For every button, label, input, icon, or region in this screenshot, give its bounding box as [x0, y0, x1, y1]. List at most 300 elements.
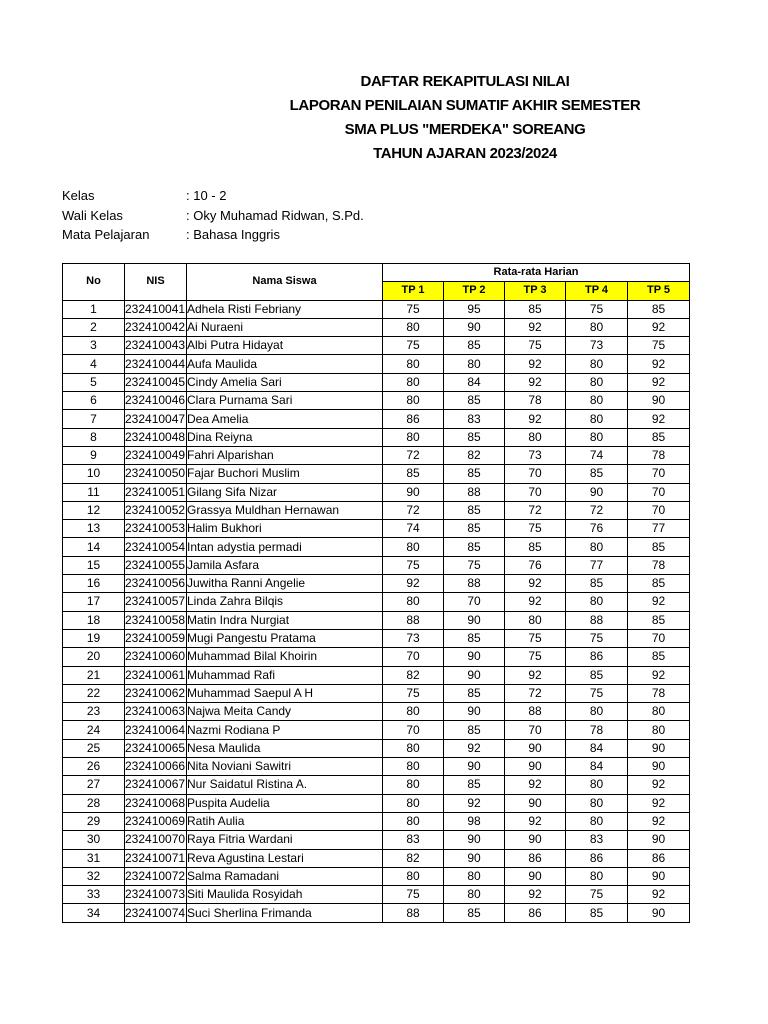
- row-tp1-score: 80: [383, 758, 444, 776]
- table-row: [63, 849, 690, 867]
- row-tp5-score: 85: [628, 538, 690, 556]
- row-tp4-score: 80: [566, 703, 628, 721]
- row-tp1-score: 85: [383, 465, 444, 483]
- row-number: 20: [63, 648, 125, 666]
- row-tp5-score: 85: [628, 428, 690, 446]
- row-nis: 232410041: [125, 300, 187, 318]
- table-row: [63, 318, 690, 336]
- table-row: [63, 886, 690, 904]
- row-tp2-score: 85: [444, 721, 505, 739]
- row-tp4-score: 80: [566, 776, 628, 794]
- row-tp5-score: 92: [628, 812, 690, 830]
- row-number: 18: [63, 611, 125, 629]
- row-student-name: Muhammad Bilal Khoirin: [187, 648, 383, 666]
- row-tp5-score: 85: [628, 575, 690, 593]
- row-tp3-score: 92: [505, 666, 566, 684]
- row-number: 34: [63, 904, 125, 922]
- row-tp2-score: 85: [444, 428, 505, 446]
- row-student-name: Ratih Aulia: [187, 812, 383, 830]
- row-student-name: Muhammad Saepul A H: [187, 684, 383, 702]
- row-tp3-score: 70: [505, 483, 566, 501]
- row-tp5-score: 85: [628, 648, 690, 666]
- row-tp5-score: 92: [628, 776, 690, 794]
- row-number: 19: [63, 629, 125, 647]
- table-row: [63, 538, 690, 556]
- kelas-label: Kelas: [62, 188, 95, 203]
- row-number: 4: [63, 355, 125, 373]
- row-student-name: Dea Amelia: [187, 410, 383, 428]
- row-student-name: Ai Nuraeni: [187, 318, 383, 336]
- row-tp4-score: 80: [566, 355, 628, 373]
- row-tp2-score: 85: [444, 629, 505, 647]
- row-number: 32: [63, 867, 125, 885]
- row-nis: 232410069: [125, 812, 187, 830]
- row-tp1-score: 70: [383, 721, 444, 739]
- row-nis: 232410055: [125, 556, 187, 574]
- row-tp2-score: 83: [444, 410, 505, 428]
- row-tp2-score: 80: [444, 867, 505, 885]
- table-row: [63, 831, 690, 849]
- row-tp1-score: 75: [383, 300, 444, 318]
- table-row: [63, 337, 690, 355]
- row-tp4-score: 80: [566, 812, 628, 830]
- row-student-name: Intan adystia permadi: [187, 538, 383, 556]
- table-row: [63, 867, 690, 885]
- row-tp3-score: 90: [505, 739, 566, 757]
- row-tp4-score: 80: [566, 593, 628, 611]
- wali-kelas-label: Wali Kelas: [62, 207, 123, 223]
- row-tp2-score: 90: [444, 318, 505, 336]
- row-number: 6: [63, 392, 125, 410]
- row-nis: 232410045: [125, 373, 187, 391]
- row-student-name: Dina Reiyna: [187, 428, 383, 446]
- row-tp2-score: 85: [444, 684, 505, 702]
- row-tp4-score: 83: [566, 831, 628, 849]
- row-tp2-score: 85: [444, 392, 505, 410]
- row-tp5-score: 70: [628, 501, 690, 519]
- row-tp4-score: 85: [566, 666, 628, 684]
- row-tp2-score: 85: [444, 501, 505, 519]
- row-tp1-score: 80: [383, 373, 444, 391]
- row-tp1-score: 80: [383, 703, 444, 721]
- row-tp1-score: 75: [383, 556, 444, 574]
- row-number: 14: [63, 538, 125, 556]
- row-tp1-score: 75: [383, 337, 444, 355]
- row-tp2-score: 90: [444, 611, 505, 629]
- row-nis: 232410049: [125, 446, 187, 464]
- row-number: 28: [63, 794, 125, 812]
- table-row: [63, 355, 690, 373]
- row-nis: 232410042: [125, 318, 187, 336]
- row-nis: 232410046: [125, 392, 187, 410]
- row-tp3-score: 80: [505, 428, 566, 446]
- wali-kelas-row: [62, 206, 364, 226]
- row-number: 31: [63, 849, 125, 867]
- row-tp5-score: 90: [628, 739, 690, 757]
- row-tp4-score: 75: [566, 886, 628, 904]
- row-nis: 232410052: [125, 501, 187, 519]
- row-tp1-score: 75: [383, 886, 444, 904]
- row-tp2-score: 85: [444, 337, 505, 355]
- row-nis: 232410064: [125, 721, 187, 739]
- row-tp4-score: 77: [566, 556, 628, 574]
- row-nis: 232410048: [125, 428, 187, 446]
- row-tp4-score: 86: [566, 648, 628, 666]
- row-tp4-score: 80: [566, 373, 628, 391]
- row-tp5-score: 90: [628, 831, 690, 849]
- row-tp4-score: 80: [566, 794, 628, 812]
- row-tp5-score: 90: [628, 392, 690, 410]
- header-tp-2: TP 2: [444, 282, 505, 300]
- row-nis: 232410067: [125, 776, 187, 794]
- row-tp2-score: 75: [444, 556, 505, 574]
- title-line-2: LAPORAN PENILAIAN SUMATIF AKHIR SEMESTER: [289, 97, 641, 114]
- row-number: 11: [63, 483, 125, 501]
- row-tp5-score: 70: [628, 465, 690, 483]
- row-tp2-score: 85: [444, 538, 505, 556]
- row-tp5-score: 92: [628, 373, 690, 391]
- row-number: 25: [63, 739, 125, 757]
- row-tp4-score: 85: [566, 904, 628, 922]
- row-tp5-score: 70: [628, 483, 690, 501]
- row-tp3-score: 92: [505, 355, 566, 373]
- row-student-name: Halim Bukhori: [187, 520, 383, 538]
- row-number: 13: [63, 520, 125, 538]
- row-tp1-score: 74: [383, 520, 444, 538]
- row-tp4-score: 90: [566, 483, 628, 501]
- row-student-name: Mugi Pangestu Pratama: [187, 629, 383, 647]
- row-tp1-score: 72: [383, 501, 444, 519]
- row-tp1-score: 80: [383, 318, 444, 336]
- row-tp2-score: 85: [444, 520, 505, 538]
- row-tp3-score: 92: [505, 373, 566, 391]
- row-tp2-score: 90: [444, 849, 505, 867]
- table-row: [63, 575, 690, 593]
- row-number: 33: [63, 886, 125, 904]
- row-tp1-score: 73: [383, 629, 444, 647]
- row-tp3-score: 86: [505, 849, 566, 867]
- mata-pelajaran-label: Mata Pelajaran: [62, 227, 150, 242]
- row-tp5-score: 85: [628, 611, 690, 629]
- table-row: [63, 648, 690, 666]
- table-row: [63, 739, 690, 757]
- row-tp1-score: 80: [383, 776, 444, 794]
- row-number: 15: [63, 556, 125, 574]
- row-student-name: Suci Sherlina Frimanda: [187, 904, 383, 922]
- row-tp5-score: 92: [628, 355, 690, 373]
- row-student-name: Puspita Audelia: [187, 794, 383, 812]
- row-tp5-score: 92: [628, 886, 690, 904]
- mata-pelajaran-value: : Bahasa Inggris: [186, 227, 280, 242]
- row-tp3-score: 92: [505, 575, 566, 593]
- row-tp3-score: 92: [505, 886, 566, 904]
- table-row: [63, 446, 690, 464]
- row-tp3-score: 70: [505, 465, 566, 483]
- row-number: 23: [63, 703, 125, 721]
- row-tp1-score: 80: [383, 355, 444, 373]
- row-number: 1: [63, 300, 125, 318]
- row-tp5-score: 70: [628, 629, 690, 647]
- document-title: [0, 70, 768, 166]
- row-student-name: Reva Agustina Lestari: [187, 849, 383, 867]
- row-nis: 232410051: [125, 483, 187, 501]
- table-row: [63, 629, 690, 647]
- row-tp3-score: 88: [505, 703, 566, 721]
- table-row: [63, 776, 690, 794]
- table-row: [63, 812, 690, 830]
- row-nis: 232410062: [125, 684, 187, 702]
- row-nis: 232410073: [125, 886, 187, 904]
- table-row: [63, 611, 690, 629]
- header-tp-5: TP 5: [628, 282, 690, 300]
- row-student-name: Salma Ramadani: [187, 867, 383, 885]
- row-nis: 232410056: [125, 575, 187, 593]
- header-tp-3: TP 3: [505, 282, 566, 300]
- row-tp3-score: 92: [505, 812, 566, 830]
- table-row: [63, 392, 690, 410]
- row-tp1-score: 88: [383, 904, 444, 922]
- row-tp4-score: 80: [566, 392, 628, 410]
- row-nis: 232410043: [125, 337, 187, 355]
- row-tp1-score: 80: [383, 392, 444, 410]
- row-nis: 232410053: [125, 520, 187, 538]
- row-tp1-score: 70: [383, 648, 444, 666]
- row-tp2-score: 90: [444, 758, 505, 776]
- row-number: 8: [63, 428, 125, 446]
- header-tp-1: TP 1: [383, 282, 444, 300]
- row-nis: 232410061: [125, 666, 187, 684]
- row-student-name: Aufa Maulida: [187, 355, 383, 373]
- row-tp4-score: 85: [566, 575, 628, 593]
- row-nis: 232410070: [125, 831, 187, 849]
- row-tp2-score: 82: [444, 446, 505, 464]
- row-nis: 232410054: [125, 538, 187, 556]
- kelas-row: [62, 186, 364, 206]
- row-tp4-score: 75: [566, 684, 628, 702]
- row-nis: 232410068: [125, 794, 187, 812]
- row-tp5-score: 90: [628, 758, 690, 776]
- grades-table: [62, 263, 690, 923]
- row-tp3-score: 75: [505, 337, 566, 355]
- row-tp5-score: 78: [628, 446, 690, 464]
- row-tp4-score: 75: [566, 300, 628, 318]
- row-nis: 232410044: [125, 355, 187, 373]
- row-number: 2: [63, 318, 125, 336]
- row-tp2-score: 90: [444, 703, 505, 721]
- row-tp1-score: 80: [383, 867, 444, 885]
- row-tp2-score: 80: [444, 355, 505, 373]
- row-tp1-score: 83: [383, 831, 444, 849]
- row-tp3-score: 92: [505, 593, 566, 611]
- row-tp3-score: 90: [505, 758, 566, 776]
- row-tp5-score: 92: [628, 593, 690, 611]
- row-tp2-score: 85: [444, 776, 505, 794]
- row-tp3-score: 86: [505, 904, 566, 922]
- row-tp1-score: 80: [383, 538, 444, 556]
- row-tp3-score: 92: [505, 318, 566, 336]
- table-row: [63, 904, 690, 922]
- row-nis: 232410072: [125, 867, 187, 885]
- row-tp1-score: 80: [383, 739, 444, 757]
- row-tp5-score: 78: [628, 556, 690, 574]
- table-row: [63, 593, 690, 611]
- row-number: 17: [63, 593, 125, 611]
- row-tp2-score: 95: [444, 300, 505, 318]
- row-tp3-score: 92: [505, 410, 566, 428]
- table-row: [63, 520, 690, 538]
- row-tp2-score: 88: [444, 483, 505, 501]
- row-nis: 232410057: [125, 593, 187, 611]
- row-tp3-score: 76: [505, 556, 566, 574]
- row-number: 5: [63, 373, 125, 391]
- row-number: 24: [63, 721, 125, 739]
- class-info: [62, 186, 364, 245]
- row-tp2-score: 92: [444, 794, 505, 812]
- row-tp1-score: 75: [383, 684, 444, 702]
- row-number: 27: [63, 776, 125, 794]
- row-student-name: Juwitha Ranni Angelie: [187, 575, 383, 593]
- row-nis: 232410071: [125, 849, 187, 867]
- table-row: [63, 428, 690, 446]
- row-student-name: Fajar Buchori Muslim: [187, 465, 383, 483]
- row-tp4-score: 76: [566, 520, 628, 538]
- row-tp3-score: 85: [505, 300, 566, 318]
- row-student-name: Nur Saidatul Ristina A.: [187, 776, 383, 794]
- row-tp3-score: 80: [505, 611, 566, 629]
- row-tp4-score: 80: [566, 538, 628, 556]
- table-row: [63, 410, 690, 428]
- row-student-name: Linda Zahra Bilqis: [187, 593, 383, 611]
- row-tp3-score: 90: [505, 794, 566, 812]
- row-tp5-score: 92: [628, 666, 690, 684]
- title-line-1: DAFTAR REKAPITULASI NILAI: [360, 73, 570, 90]
- table-row: [63, 373, 690, 391]
- row-tp1-score: 82: [383, 666, 444, 684]
- row-student-name: Adhela Risti Febriany: [187, 300, 383, 318]
- row-student-name: Gilang Sifa Nizar: [187, 483, 383, 501]
- row-tp3-score: 70: [505, 721, 566, 739]
- row-number: 30: [63, 831, 125, 849]
- row-tp3-score: 73: [505, 446, 566, 464]
- row-student-name: Nita Noviani Sawitri: [187, 758, 383, 776]
- row-tp1-score: 80: [383, 812, 444, 830]
- header-rata-rata-harian: Rata-rata Harian: [383, 264, 690, 282]
- row-tp3-score: 75: [505, 520, 566, 538]
- header-nis: NIS: [125, 264, 187, 301]
- table-row: [63, 465, 690, 483]
- row-tp1-score: 72: [383, 446, 444, 464]
- title-line-4: TAHUN AJARAN 2023/2024: [373, 145, 557, 162]
- row-tp3-score: 90: [505, 831, 566, 849]
- row-nis: 232410050: [125, 465, 187, 483]
- row-tp3-score: 75: [505, 629, 566, 647]
- row-nis: 232410058: [125, 611, 187, 629]
- row-tp5-score: 77: [628, 520, 690, 538]
- table-row: [63, 300, 690, 318]
- row-tp2-score: 90: [444, 831, 505, 849]
- row-number: 26: [63, 758, 125, 776]
- row-tp2-score: 88: [444, 575, 505, 593]
- row-nis: 232410059: [125, 629, 187, 647]
- row-tp2-score: 92: [444, 739, 505, 757]
- row-student-name: Nazmi Rodiana P: [187, 721, 383, 739]
- row-tp2-score: 85: [444, 904, 505, 922]
- row-tp1-score: 80: [383, 428, 444, 446]
- row-student-name: Nesa Maulida: [187, 739, 383, 757]
- row-tp3-score: 78: [505, 392, 566, 410]
- row-tp4-score: 80: [566, 410, 628, 428]
- row-student-name: Jamila Asfara: [187, 556, 383, 574]
- row-student-name: Matin Indra Nurgiat: [187, 611, 383, 629]
- row-number: 3: [63, 337, 125, 355]
- row-tp5-score: 92: [628, 794, 690, 812]
- mata-pelajaran-row: [62, 225, 364, 245]
- row-tp4-score: 88: [566, 611, 628, 629]
- row-student-name: Cindy Amelia Sari: [187, 373, 383, 391]
- row-tp4-score: 80: [566, 318, 628, 336]
- row-tp1-score: 80: [383, 794, 444, 812]
- header-no: No: [63, 264, 125, 301]
- row-tp2-score: 85: [444, 465, 505, 483]
- row-tp5-score: 90: [628, 904, 690, 922]
- row-number: 9: [63, 446, 125, 464]
- row-tp1-score: 90: [383, 483, 444, 501]
- table-row: [63, 556, 690, 574]
- row-tp3-score: 85: [505, 538, 566, 556]
- row-tp4-score: 75: [566, 629, 628, 647]
- row-tp4-score: 80: [566, 428, 628, 446]
- row-tp3-score: 75: [505, 648, 566, 666]
- kelas-value: : 10 - 2: [186, 188, 227, 203]
- wali-kelas-value: : Oky Muhamad Ridwan, S.Pd.: [186, 207, 364, 223]
- row-tp1-score: 86: [383, 410, 444, 428]
- row-tp4-score: 74: [566, 446, 628, 464]
- table-row: [63, 721, 690, 739]
- row-student-name: Clara Purnama Sari: [187, 392, 383, 410]
- row-nis: 232410066: [125, 758, 187, 776]
- row-tp1-score: 92: [383, 575, 444, 593]
- row-nis: 232410063: [125, 703, 187, 721]
- row-tp5-score: 92: [628, 318, 690, 336]
- table-row: [63, 483, 690, 501]
- row-tp3-score: 90: [505, 867, 566, 885]
- table-row: [63, 666, 690, 684]
- row-tp2-score: 80: [444, 886, 505, 904]
- row-tp4-score: 80: [566, 867, 628, 885]
- row-tp3-score: 72: [505, 684, 566, 702]
- row-tp5-score: 92: [628, 410, 690, 428]
- row-tp2-score: 90: [444, 648, 505, 666]
- row-number: 29: [63, 812, 125, 830]
- table-row: [63, 758, 690, 776]
- grades-table-body: [63, 300, 690, 922]
- row-number: 21: [63, 666, 125, 684]
- row-student-name: Albi Putra Hidayat: [187, 337, 383, 355]
- title-line-3: SMA PLUS "MERDEKA" SOREANG: [344, 121, 586, 138]
- row-tp1-score: 82: [383, 849, 444, 867]
- row-number: 10: [63, 465, 125, 483]
- row-tp2-score: 98: [444, 812, 505, 830]
- row-tp4-score: 78: [566, 721, 628, 739]
- row-tp5-score: 80: [628, 721, 690, 739]
- row-number: 16: [63, 575, 125, 593]
- row-tp4-score: 85: [566, 465, 628, 483]
- row-student-name: Siti Maulida Rosyidah: [187, 886, 383, 904]
- row-number: 12: [63, 501, 125, 519]
- row-tp5-score: 75: [628, 337, 690, 355]
- header-nama-siswa: Nama Siswa: [187, 264, 383, 301]
- row-tp4-score: 73: [566, 337, 628, 355]
